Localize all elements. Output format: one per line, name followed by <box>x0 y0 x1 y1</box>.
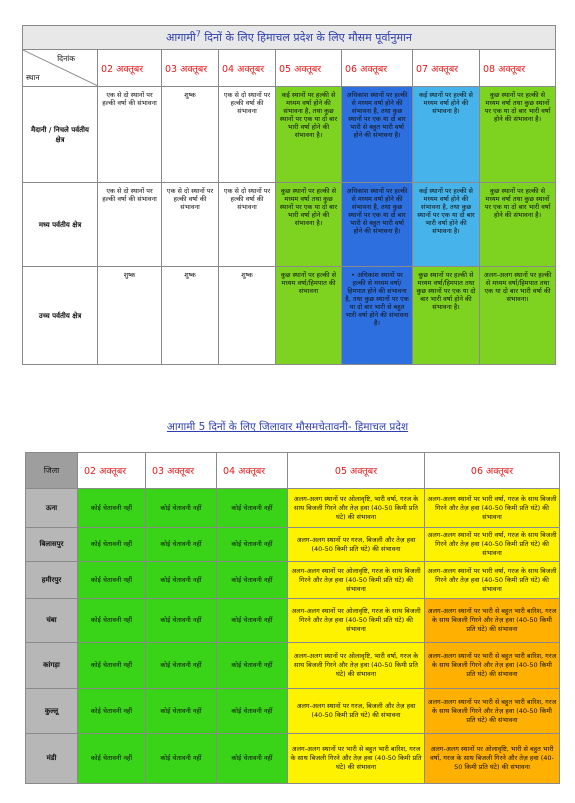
forecast-cell: अधिकांश स्थानों पर हल्की से मध्यम वर्षा होने की संभावना है, तथा कुछ स्थानों पर एक या दो बार भारी से बहुत भारी वर्षा होने की संभावना है। <box>342 183 413 267</box>
warning-cell: कोई चेतावनी नहीं <box>78 489 146 528</box>
warning-cell: कोई चेतावनी नहीं <box>146 489 217 528</box>
forecast-row <box>23 183 556 267</box>
forecast-title-cell <box>23 26 556 50</box>
warning-cell: कोई चेतावनी नहीं <box>217 599 288 643</box>
warning-table <box>25 452 560 784</box>
warning-cell: अलग-अलग स्थानों पर गरज, बिजली और तेज़ हवा (40-50 किमी प्रति घंटे) की संभावना <box>288 528 425 562</box>
warning-cell: अलग-अलग स्थानों पर ओलावृष्टि, गरज के साथ बिजली गिरने और तेज़ हवा (40-50 किमी प्रति घंटे) की संभावना <box>288 562 425 599</box>
forecast-cell: एक से दो स्थानों पर हल्की वर्षा की संभावना <box>162 183 219 267</box>
warning-cell: अलग-अलग स्थानों पर ओलावृष्टि, भारी वर्षा, गरज के साथ बिजली गिरने और तेज़ हवा (40-50 किमी प्रति घंटे) की संभावना <box>288 489 425 528</box>
district-row <box>26 528 560 562</box>
zone-label: उच्च पर्वतीय क्षेत्र <box>23 267 98 365</box>
forecast-title-part2: दिनों के लिए हिमाचल प्रदेश के लिए मौसम पूर्वानुमान <box>204 31 413 45</box>
warning-cell: कोई चेतावनी नहीं <box>78 528 146 562</box>
district-name: चंबा <box>26 599 78 643</box>
warning-cell: कोई चेतावनी नहीं <box>146 599 217 643</box>
date-header: 03 अक्तूबर <box>146 453 217 489</box>
forecast-cell: कुछ स्थानों पर हल्की से मध्यम वर्षा/हिमपात तथा कुछ स्थानों पर एक या दो बार भारी वर्षा होने की संभावना है। <box>413 267 480 365</box>
warning-cell: कोई चेतावनी नहीं <box>146 689 217 734</box>
forecast-cell: एक से दो स्थानों पर हल्की वर्षा की संभावना <box>219 87 276 183</box>
date-header: 04 अक्तूबर <box>217 453 288 489</box>
district-row <box>26 734 560 784</box>
warning-cell: कोई चेतावनी नहीं <box>217 643 288 689</box>
district-name: कांगड़ा <box>26 643 78 689</box>
warning-cell: कोई चेतावनी नहीं <box>78 689 146 734</box>
zone-label: मैदानी / निचले पर्वतीय क्षेत्र <box>23 87 98 183</box>
warning-cell: कोई चेतावनी नहीं <box>217 689 288 734</box>
forecast-title-marker: 7 <box>195 29 201 39</box>
warning-cell: कोई चेतावनी नहीं <box>78 734 146 784</box>
forecast-cell: कई स्थानों पर हल्की से मध्यम वर्षा होने की संभावना है, तथा कुछ स्थानों पर एक या दो बार भारी वर्षा होने की संभावना है। <box>276 87 342 183</box>
date-header: 06 अक्तूबर <box>425 453 560 489</box>
forecast-cell: अलग-अलग स्थानों पर हल्की से मध्यम वर्षा/हिमपात तथा एक या दो बार भारी वर्षा की संभावना। <box>480 267 556 365</box>
warning-cell: कोई चेतावनी नहीं <box>217 562 288 599</box>
warning-cell: कोई चेतावनी नहीं <box>78 643 146 689</box>
warning-cell: कोई चेतावनी नहीं <box>146 734 217 784</box>
forecast-cell: कुछ स्थानों पर हल्की से मध्यम वर्षा तथा कुछ स्थानों पर एक या दो बार भारी वर्षा होने की संभावना है। <box>276 183 342 267</box>
forecast-row <box>23 87 556 183</box>
warning-cell: कोई चेतावनी नहीं <box>146 562 217 599</box>
district-row <box>26 562 560 599</box>
corner-cell <box>23 50 98 87</box>
forecast-cell: एक से दो स्थानों पर हल्की वर्षा की संभावना <box>219 183 276 267</box>
date-header: 02 अक्तूबर <box>98 50 162 87</box>
warning-cell: अलग-अलग स्थानों पर ओलावृष्टि, भारी वर्षा, गरज के साथ बिजली गिरने और तेज़ हवा (40-50 किमी प्रति घंटे) की संभावना <box>288 643 425 689</box>
district-row <box>26 643 560 689</box>
warning-cell: अलग-अलग स्थानों पर भारी वर्षा, गरज के साथ बिजली गिरने और तेज़ हवा (40-50 किमी प्रति घंटे) की संभावना <box>425 528 560 562</box>
district-header: जिला <box>26 453 78 489</box>
warning-cell: कोई चेतावनी नहीं <box>217 528 288 562</box>
corner-date-label: दिनांक <box>57 54 75 63</box>
warning-cell: कोई चेतावनी नहीं <box>217 734 288 784</box>
date-header: 06 अक्तूबर <box>342 50 413 87</box>
warning-cell: अलग-अलग स्थानों पर भारी से बहुत भारी बारिश, गरज के साथ बिजली गिरने और तेज़ हवा (40-50 किमी प्रति घंटे) की संभावना <box>288 734 425 784</box>
district-row <box>26 689 560 734</box>
forecast-cell: एक से दो स्थानों पर हल्की वर्षा की संभावना <box>98 183 162 267</box>
date-header: 03 अक्तूबर <box>162 50 219 87</box>
date-header: 05 अक्तूबर <box>288 453 425 489</box>
warning-cell: कोई चेतावनी नहीं <box>146 643 217 689</box>
warning-cell: अलग-अलग स्थानों पर भारी वर्षा, गरज के साथ बिजली गिरने और तेज़ हवा (40-50 किमी प्रति घंटे) की संभावना <box>425 562 560 599</box>
warning-cell: अलग-अलग स्थानों पर भारी से बहुत भारी बारिश, गरज के साथ बिजली गिरने और तेज़ हवा (40-50 किमी प्रति घंटे) की संभावना <box>425 643 560 689</box>
forecast-cell: कई स्थानों पर हल्की से मध्यम वर्षा होने की संभावना है। <box>413 87 480 183</box>
forecast-cell: • अधिकांश स्थानों पर हल्की से मध्यम वर्षा/हिमपात होने की संभावना है, तथा कुछ स्थानों पर एक या दो बार भारी से बहुत भारी वर्षा होने की संभावना है। <box>342 267 413 365</box>
warning-cell: कोई चेतावनी नहीं <box>78 599 146 643</box>
forecast-table <box>22 25 556 365</box>
date-header: 08 अक्तूबर <box>480 50 556 87</box>
forecast-cell: शुष्क <box>219 267 276 365</box>
forecast-cell: कुछ स्थानों पर हल्की से मध्यम वर्षा/हिमपात की संभावना <box>276 267 342 365</box>
date-header: 04 अक्तूबर <box>219 50 276 87</box>
forecast-cell: कुछ स्थानों पर हल्की से मध्यम वर्षा तथा कुछ स्थानों पर एक या दो बार भारी वर्षा होने की संभावना है। <box>480 183 556 267</box>
forecast-cell: कुछ स्थानों पर हल्की से मध्यम वर्षा तथा कुछ स्थानों पर एक या दो बार भारी वर्षा होने की संभावना है। <box>480 87 556 183</box>
warning-cell: अलग-अलग स्थानों पर भारी वर्षा, गरज के साथ बिजली गिरने और तेज़ हवा (40-50 किमी प्रति घंटे) की संभावना <box>425 489 560 528</box>
warning-cell: कोई चेतावनी नहीं <box>146 528 217 562</box>
warning-cell: अलग-अलग स्थानों पर गरज, बिजली और तेज़ हवा (40-50 किमी प्रति घंटे) की संभावना <box>288 689 425 734</box>
district-row <box>26 599 560 643</box>
warning-cell: अलग-अलग स्थानों पर ओलावृष्टि, भारी से बहुत भारी वर्षा, गरज के साथ बिजली गिरने और तेज़ हवा (40-50 किमी प्रति घंटे) की संभावना <box>425 734 560 784</box>
date-header: 05 अक्तूबर <box>276 50 342 87</box>
forecast-cell: शुष्क <box>162 87 219 183</box>
district-name: ऊना <box>26 489 78 528</box>
warning-cell: कोई चेतावनी नहीं <box>78 562 146 599</box>
forecast-cell: एक से दो स्थानों पर हल्की वर्षा की संभावना <box>98 87 162 183</box>
warning-cell: अलग-अलग स्थानों पर ओलावृष्टि, गरज के साथ बिजली गिरने और तेज़ हवा (40-50 किमी प्रति घंटे) की संभावना <box>288 599 425 643</box>
forecast-cell: शुष्क <box>162 267 219 365</box>
district-name: कुल्लू <box>26 689 78 734</box>
forecast-cell: शुष्क <box>98 267 162 365</box>
corner-place-label: स्थान <box>26 73 40 82</box>
date-header: 07 अक्तूबर <box>413 50 480 87</box>
district-name: हमीरपुर <box>26 562 78 599</box>
forecast-title <box>166 31 412 44</box>
date-header: 02 अक्तूबर <box>78 453 146 489</box>
district-name: मंडी <box>26 734 78 784</box>
forecast-title-part1: आगामी <box>166 31 196 45</box>
district-row <box>26 489 560 528</box>
district-name: बिलासपुर <box>26 528 78 562</box>
zone-label: मध्य पर्वतीय क्षेत्र <box>23 183 98 267</box>
forecast-cell: अधिकांश स्थानों पर हल्की से मध्यम वर्षा होने की संभावना है, तथा कुछ स्थानों पर एक या दो बार भारी से बहुत भारी वर्षा होने की संभावना है। <box>342 87 413 183</box>
warning-title: आगामी 5 दिनों के लिए जिलावार मौसमचेतावनी- हिमाचल प्रदेश <box>166 421 409 433</box>
forecast-cell: कई स्थानों पर हल्की से मध्यम वर्षा होने की संभावना है, तथा कुछ स्थानों पर एक या दो बार भारी वर्षा होने की संभावना है। <box>413 183 480 267</box>
warning-cell: अलग-अलग स्थानों पर भारी से बहुत भारी बारिश, गरज के साथ बिजली गिरने और तेज़ हवा (40-50 किमी प्रति घंटे) की संभावना <box>425 599 560 643</box>
forecast-row <box>23 267 556 365</box>
warning-cell: अलग-अलग स्थानों पर भारी से बहुत भारी बारिश, गरज के साथ बिजली गिरने और तेज़ हवा (40-50 किमी प्रति घंटे) की संभावना <box>425 689 560 734</box>
warning-cell: कोई चेतावनी नहीं <box>217 489 288 528</box>
